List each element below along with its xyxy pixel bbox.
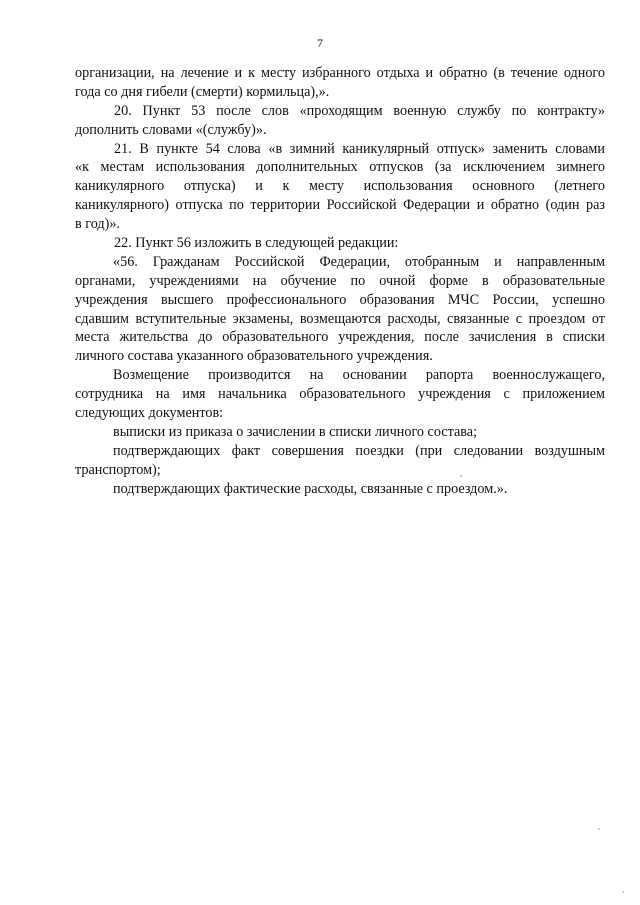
- paragraph-20-line: 20. Пункт 53 после слов «проходящим военную службу по контракту»: [114, 102, 605, 119]
- text-line: организации, на лечение и к месту избранного отдыха и обратно (в течение одного: [75, 65, 605, 81]
- document-list-item: выписки из приказа о зачислении в списки личного состава;: [113, 423, 478, 440]
- reimbursement-line: сотрудника на имя начальника образовательного учреждения с приложением: [75, 386, 605, 403]
- paragraph-21-line: 21. В пункте 54 слова «в зимний каникулярный отпуск» заменить словами: [114, 140, 605, 157]
- text-line: года со дня гибели (смерти) кормильца),».: [75, 83, 330, 100]
- scan-speck: [598, 828, 600, 830]
- item-56-line: «56. Гражданам Российской Федерации, отобранным и направленным: [113, 253, 605, 270]
- item-56-line: личного состава указанного образовательного учреждения.: [75, 348, 433, 365]
- item-56-line: органами, учреждениями на обучение по очной форме в образовательные: [75, 272, 605, 289]
- item-56-line: места жительства до образовательного учреждения, после зачисления в списки: [75, 329, 605, 346]
- document-list-item: подтверждающих фактические расходы, связанные с проездом.».: [113, 480, 508, 497]
- reimbursement-line: Возмещение производится на основании рапорта военнослужащего,: [113, 367, 605, 384]
- document-list-item: транспортом);: [75, 461, 161, 478]
- item-56-line: сдавшим вступительные экзамены, возмещаются расходы, связанные с проездом от: [75, 310, 605, 327]
- scan-speck: [460, 475, 462, 477]
- item-56-line: учреждения высшего профессионального образования МЧС России, успешно: [75, 291, 605, 308]
- paragraph-21-line: каникулярного отпуска) и к месту использования основного (летнего: [75, 178, 605, 195]
- paragraph-20-line: дополнить словами «(службу)».: [75, 121, 267, 138]
- document-list-item: подтверждающих факт совершения поездки (при следовании воздушным: [113, 442, 605, 459]
- paragraph-22-line: 22. Пункт 56 изложить в следующей редакции:: [114, 235, 399, 252]
- document-body: [75, 64, 605, 498]
- page-number: 7: [317, 36, 323, 50]
- scan-speck: [622, 891, 624, 893]
- paragraph-21-line: каникулярного) отпуска по территории Российской Федерации и обратно (один раз: [75, 197, 605, 214]
- paragraph-21-line: «к местам использования дополнительных отпусков (за исключением зимнего: [75, 159, 605, 176]
- paragraph-21-line: в год)».: [75, 216, 120, 233]
- reimbursement-line: следующих документов:: [75, 405, 224, 422]
